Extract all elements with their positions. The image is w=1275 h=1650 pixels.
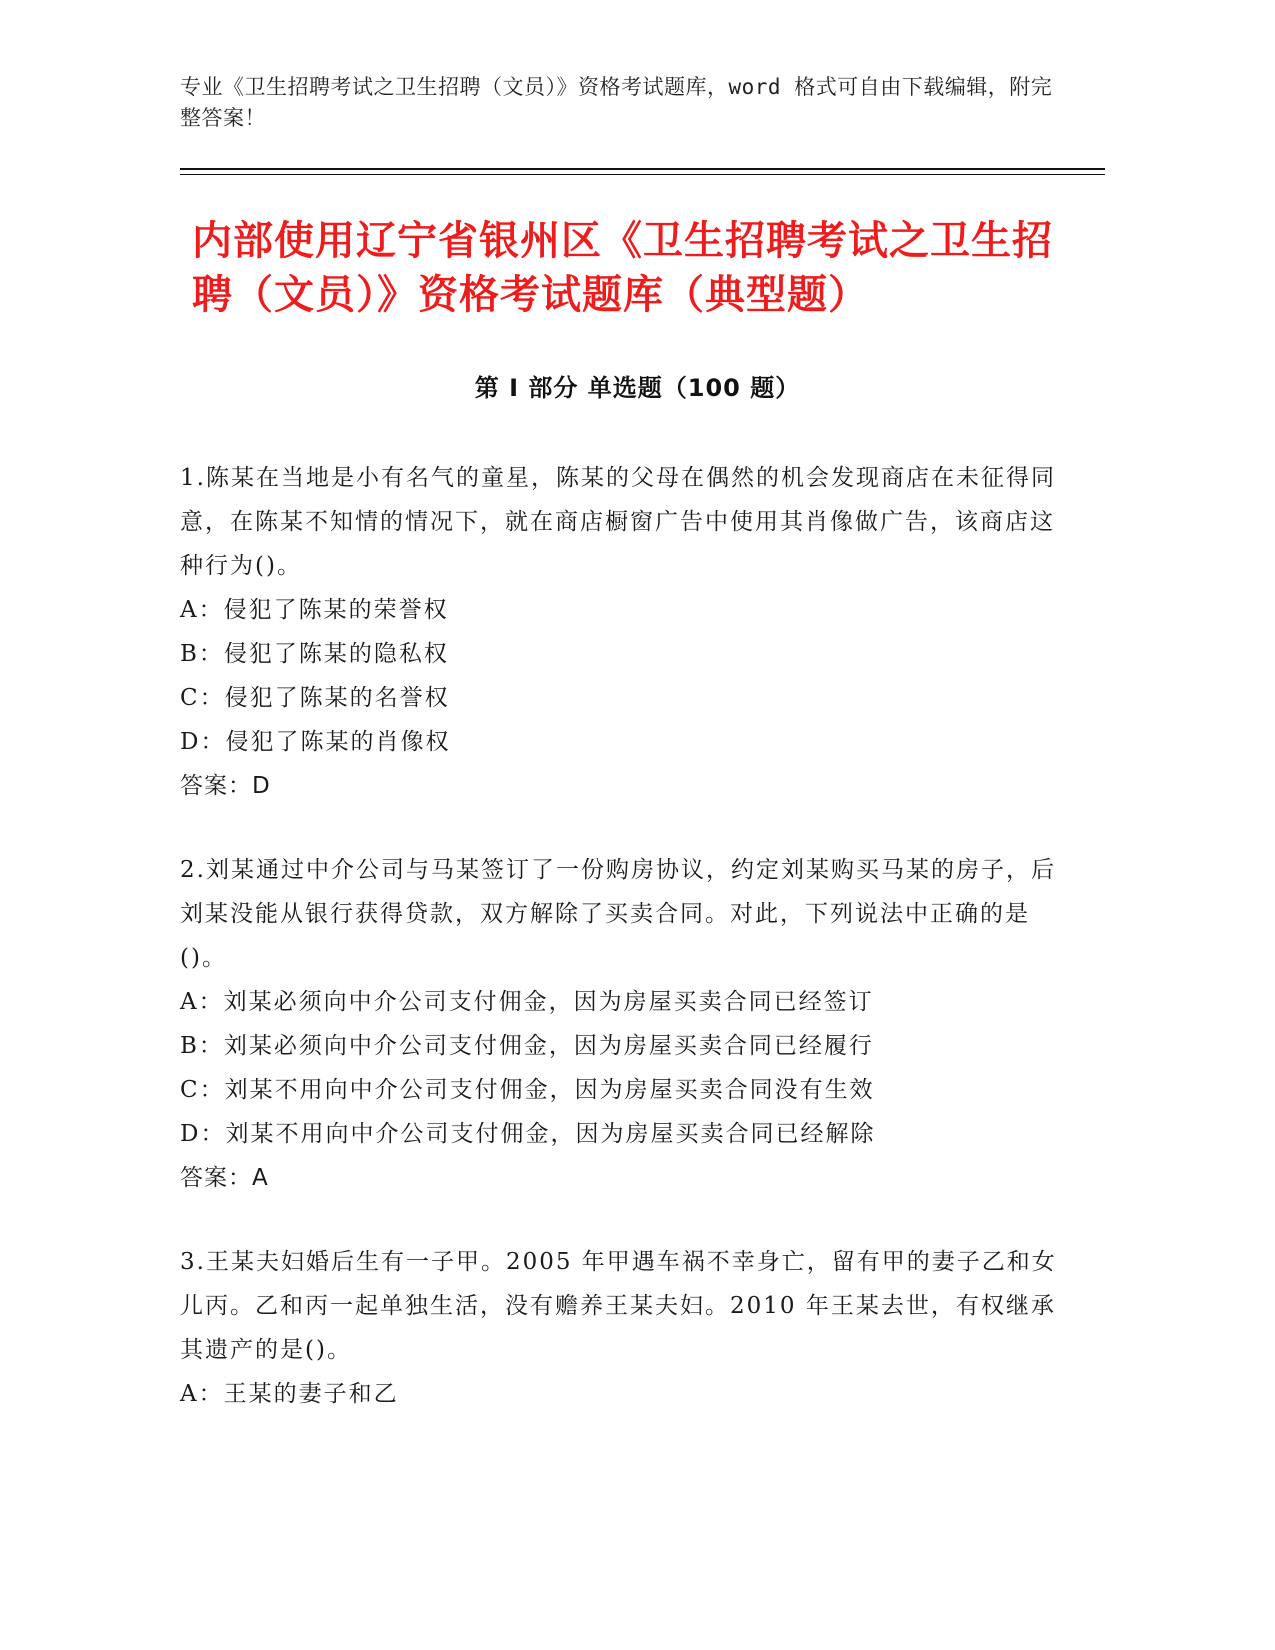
question-1 xyxy=(180,456,1060,808)
header-divider-thick xyxy=(180,168,1105,170)
answer-line: 答案：A xyxy=(180,1165,269,1191)
option-c: C：刘某不用向中介公司支付佣金，因为房屋买卖合同没有生效 xyxy=(180,1077,875,1103)
option-d: D：侵犯了陈某的肖像权 xyxy=(180,729,451,755)
question-2 xyxy=(180,848,1060,1200)
option-c: C：侵犯了陈某的名誉权 xyxy=(180,685,450,711)
option-a: A：王某的妻子和乙 xyxy=(180,1381,399,1407)
question-stem: 3.王某夫妇婚后生有一子甲。2005 年甲遇车祸不幸身亡，留有甲的妻子乙和女儿丙。乙和丙一起单独生活，没有赡养王某夫妇。2010 年王某去世，有权继承其遗产的是()。 xyxy=(180,1249,1057,1363)
option-b: B：侵犯了陈某的隐私权 xyxy=(180,641,449,667)
question-stem: 2.刘某通过中介公司与马某签订了一份购房协议，约定刘某购买马某的房子，后刘某没能从银行获得贷款，双方解除了买卖合同。对此，下列说法中正确的是()。 xyxy=(180,857,1056,971)
option-a: A：侵犯了陈某的荣誉权 xyxy=(180,597,449,623)
header-note: 专业《卫生招聘考试之卫生招聘（文员）》资格考试题库，word 格式可自由下载编辑，附完整答案！ xyxy=(180,75,1053,130)
header-divider-thin xyxy=(180,174,1105,175)
answer-line: 答案：D xyxy=(180,773,271,799)
option-a: A：刘某必须向中介公司支付佣金，因为房屋买卖合同已经签订 xyxy=(180,989,874,1015)
question-stem: 1.陈某在当地是小有名气的童星，陈某的父母在偶然的机会发现商店在未征得同意，在陈某不知情的情况下，就在商店橱窗广告中使用其肖像做广告，该商店这种行为()。 xyxy=(180,465,1056,579)
question-list xyxy=(180,456,1060,1456)
document-title: 内部使用辽宁省银州区《卫生招聘考试之卫生招聘（文员）》资格考试题库（典型题） xyxy=(192,218,1053,318)
option-b: B：刘某必须向中介公司支付佣金，因为房屋买卖合同已经履行 xyxy=(180,1033,874,1059)
option-d: D：刘某不用向中介公司支付佣金，因为房屋买卖合同已经解除 xyxy=(180,1121,876,1147)
question-3 xyxy=(180,1240,1060,1416)
section-title: 第 I 部分 单选题（100 题） xyxy=(474,374,801,402)
